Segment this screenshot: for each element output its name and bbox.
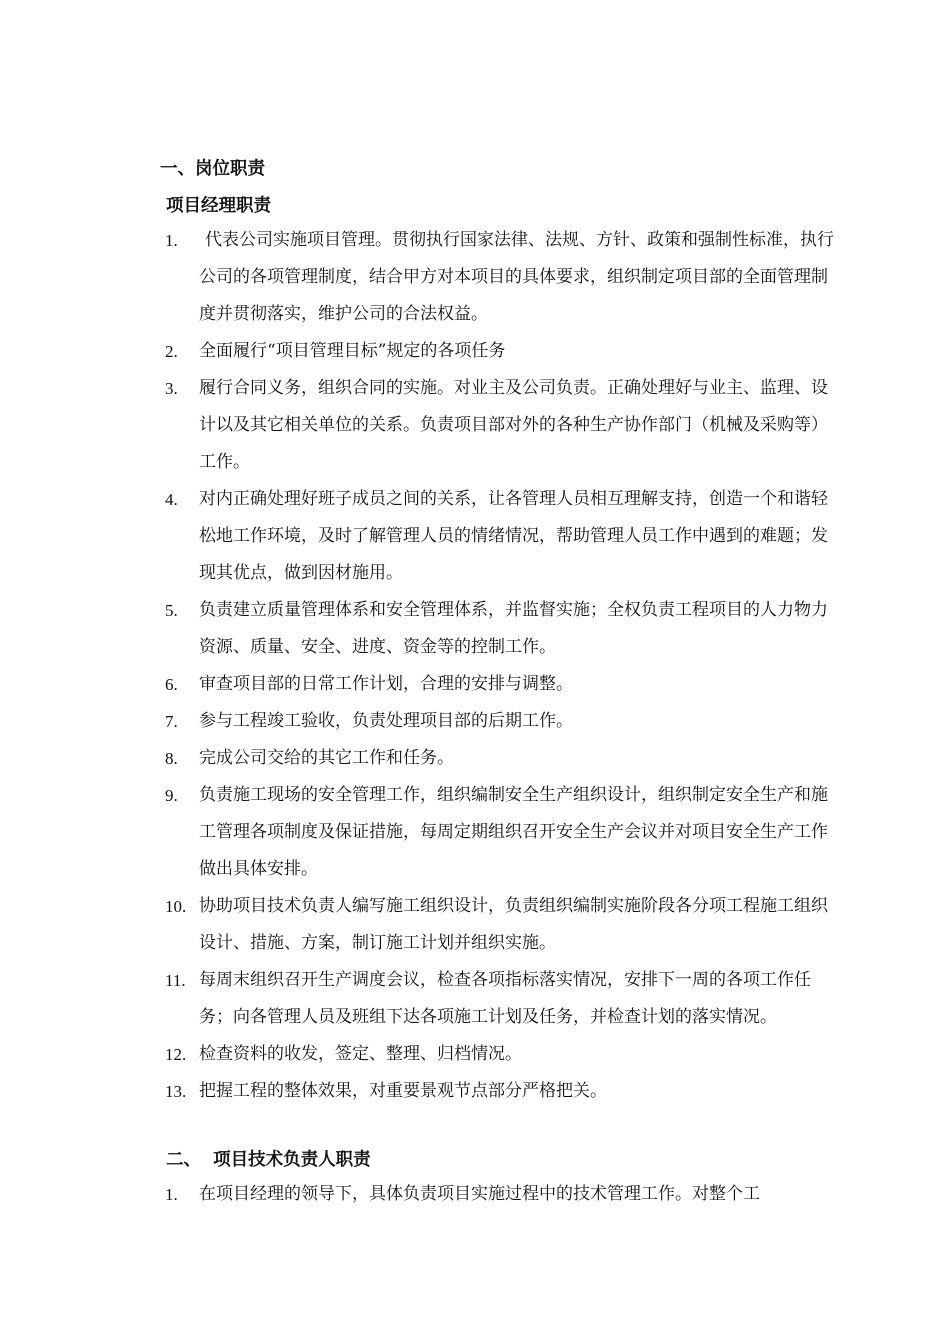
pm-duties-list <box>0 222 950 1110</box>
list-text: 审查项目部的日常工作计划，合理的安排与调整。 <box>199 674 573 694</box>
list-item <box>0 1073 950 1110</box>
list-text: 对内正确处理好班子成员之间的关系，让各管理人员相互理解支持，创造一个和谐轻松地工作环境，及时了解管理人员的情绪情况，帮助管理人员工作中遇到的难题；发现其优点，做到因材施用。 <box>199 489 828 583</box>
list-number: 1. <box>165 231 178 250</box>
list-text: 参与工程竣工验收，负责处理项目部的后期工作。 <box>199 711 573 731</box>
list-item <box>0 888 950 962</box>
list-text: 全面履行“项目管理目标”规定的各项任务 <box>199 341 506 361</box>
list-text: 协助项目技术负责人编写施工组织设计，负责组织编制实施阶段各分项工程施工组织设计、措施、方案，制订施工计划并组织实施。 <box>199 896 828 953</box>
list-text: 履行合同义务，组织合同的实施。对业主及公司负责。正确处理好与业主、监理、设计以及其它相关单位的关系。负责项目部对外的各种生产协作部门（机械及采购等）工作。 <box>199 378 828 472</box>
list-text: 每周末组织召开生产调度会议，检查各项指标落实情况，安排下一周的各项工作任务；向各管理人员及班组下达各项施工计划及任务，并检查计划的落实情况。 <box>199 970 811 1027</box>
tech-duties-list <box>0 1176 950 1213</box>
list-item <box>0 740 950 777</box>
list-item <box>0 370 950 481</box>
list-text: 检查资料的收发，签定、整理、归档情况。 <box>199 1044 522 1064</box>
list-item <box>0 481 950 592</box>
list-item <box>0 777 950 888</box>
list-number: 2. <box>165 342 178 361</box>
list-number: 6. <box>165 675 178 694</box>
list-number: 1. <box>165 1185 178 1204</box>
list-text: 负责施工现场的安全管理工作，组织编制安全生产组织设计，组织制定安全生产和施工管理各项制度及保证措施，每周定期组织召开安全生产会议并对项目安全生产工作做出具体安排。 <box>199 785 828 879</box>
list-number: 8. <box>165 749 178 768</box>
section-title: 二、 项目技术负责人职责 <box>166 1150 371 1170</box>
list-item <box>0 666 950 703</box>
list-text: 负责建立质量管理体系和安全管理体系，并监督实施；全权负责工程项目的人力物力资源、质量、安全、进度、资金等的控制工作。 <box>199 600 828 657</box>
list-number: 9. <box>165 786 178 805</box>
list-number: 12. <box>165 1045 187 1064</box>
list-number: 4. <box>165 490 178 509</box>
list-item <box>0 962 950 1036</box>
list-number: 3. <box>165 379 178 398</box>
list-item <box>0 592 950 666</box>
list-number: 10. <box>165 897 187 916</box>
list-item <box>0 1176 950 1213</box>
list-item <box>0 333 950 370</box>
section-title: 一、岗位职责 <box>160 159 265 179</box>
list-number: 7. <box>165 712 178 731</box>
list-text: 完成公司交给的其它工作和任务。 <box>199 748 454 768</box>
list-number: 13. <box>165 1082 187 1101</box>
list-number: 5. <box>165 601 178 620</box>
list-item <box>0 222 950 333</box>
list-text: 代表公司实施项目管理。贯彻执行国家法律、法规、方针、政策和强制性标准，执行公司的各项管理制度，结合甲方对本项目的具体要求，组织制定项目部的全面管理制度并贯彻落实，维护公司的合法权益。 <box>199 230 834 324</box>
list-item <box>0 703 950 740</box>
list-number: 11. <box>165 971 186 990</box>
list-item <box>0 1036 950 1073</box>
list-text: 在项目经理的领导下，具体负责项目实施过程中的技术管理工作。对整个工 <box>199 1184 760 1204</box>
subsection-title: 项目经理职责 <box>166 196 271 216</box>
list-text: 把握工程的整体效果，对重要景观节点部分严格把关。 <box>199 1081 607 1101</box>
